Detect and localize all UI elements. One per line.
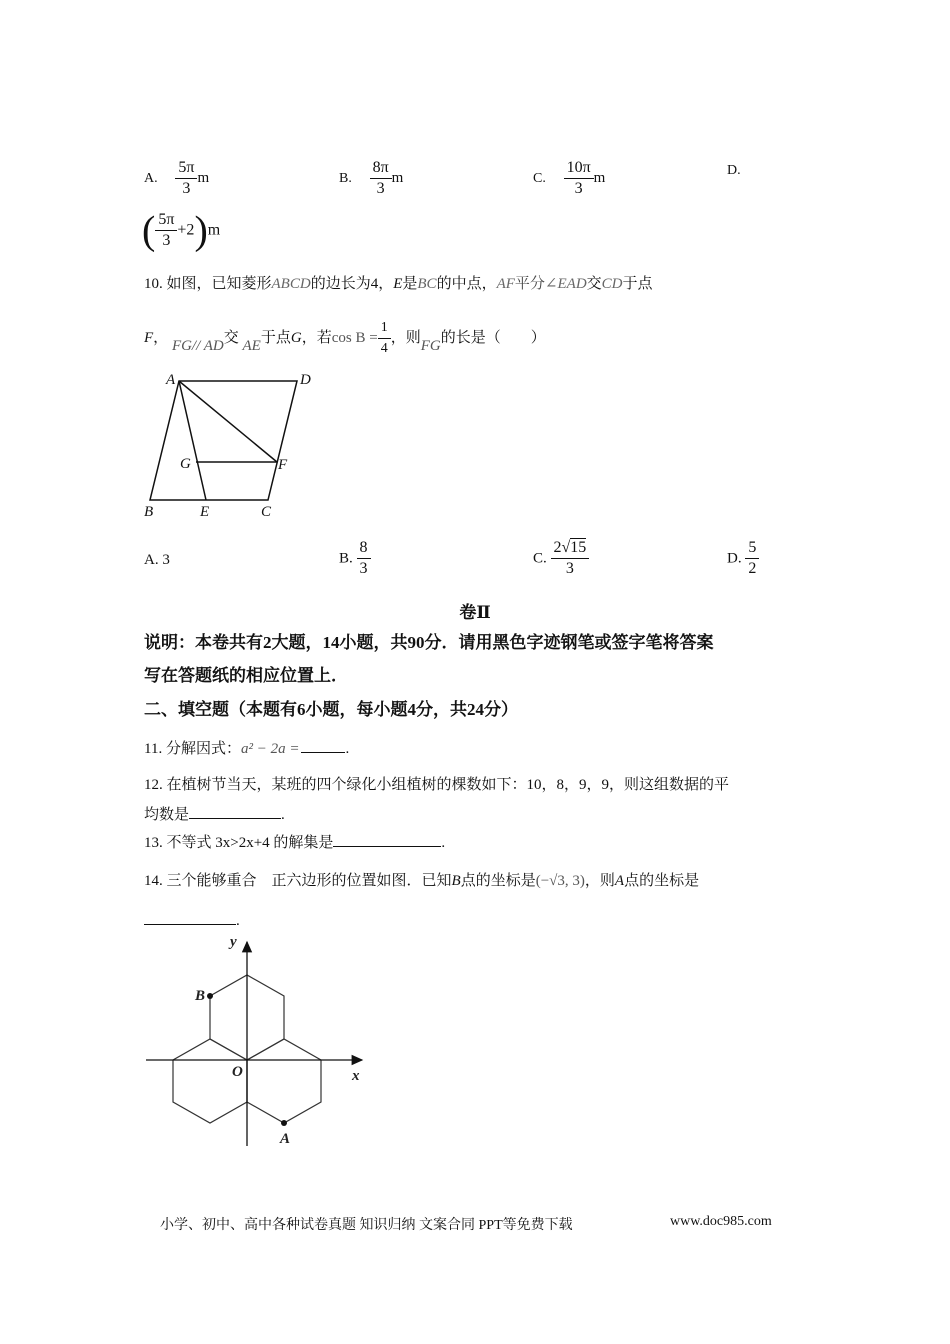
answer-blank[interactable] <box>189 804 281 819</box>
math: cos B = <box>331 329 378 346</box>
rhombus-abcd <box>150 381 297 500</box>
sqrt-sign: √ <box>561 539 571 556</box>
fraction <box>155 210 177 251</box>
q9-option-b <box>339 158 403 199</box>
unit: m <box>391 169 404 186</box>
text: 于点 <box>260 329 291 346</box>
denominator: 3 <box>182 180 191 197</box>
part2-note-line2: 写在答题纸的相应位置上． <box>144 666 348 685</box>
q10-option-b <box>339 538 371 579</box>
math: E <box>393 276 403 292</box>
label-d: D <box>300 372 311 388</box>
text: 14. 三个能够重合 正六边形的位置如图．已知 <box>144 873 452 889</box>
label-c: C <box>261 504 272 520</box>
text: 的边长为4， <box>310 276 394 292</box>
q10-option-a <box>144 550 170 570</box>
math: a² − 2a = <box>240 741 300 757</box>
radicand: 15 <box>570 539 587 556</box>
rhombus-figure <box>138 366 318 522</box>
text: 均数是 <box>144 807 190 823</box>
unit: m <box>197 169 210 186</box>
q9-option-d-expression <box>142 207 221 253</box>
option-label: B. <box>339 550 353 567</box>
denominator: 4 <box>380 341 388 356</box>
answer-blank[interactable] <box>144 910 236 925</box>
answer-blank[interactable] <box>301 738 345 753</box>
math: FG// AD <box>171 337 224 354</box>
q10-line2 <box>144 318 546 362</box>
math: ABCD <box>271 276 311 292</box>
fraction <box>564 158 594 199</box>
text: 的长是（ ） <box>440 329 546 346</box>
footer-left: 小学、初中、高中各种试卷真题 知识归纳 文案合同 PPT等免费下载 <box>160 1218 573 1233</box>
text: ，则 <box>390 329 421 346</box>
label-o: O <box>232 1064 243 1080</box>
option-label: D. <box>727 550 742 567</box>
option-label: C. <box>533 170 546 186</box>
text: . <box>236 913 240 929</box>
denominator: 3 <box>565 560 574 577</box>
label-a: A <box>166 372 176 388</box>
math: FG <box>420 337 441 354</box>
numerator: 5π <box>155 210 177 231</box>
q9-option-a <box>144 158 209 199</box>
q14-line1 <box>144 871 699 891</box>
math: F <box>144 329 154 346</box>
numerator: 8 <box>357 538 371 559</box>
text: 的中点， <box>436 276 497 292</box>
denominator: 3 <box>376 180 385 197</box>
label-f: F <box>278 457 288 473</box>
part2-title: 卷Ⅱ <box>459 603 491 622</box>
numerator: 1 <box>378 318 391 339</box>
q11 <box>144 738 349 759</box>
math: A <box>614 873 625 889</box>
label-y: y <box>230 934 237 950</box>
text: 于点 <box>622 276 653 292</box>
text: . <box>345 741 350 757</box>
q12-line2 <box>144 804 285 825</box>
fraction <box>745 538 759 579</box>
text: 平分 <box>514 276 545 292</box>
fraction <box>551 538 590 579</box>
numerator: 10π <box>564 158 594 179</box>
part2-note-line1: 说明：本卷共有2大题，14小题，共90分．请用黑色字迹钢笔或签字笔将答案 <box>144 633 714 652</box>
footer-url[interactable]: www.doc985.com <box>670 1214 772 1229</box>
denominator: 2 <box>748 560 757 577</box>
option-label: B. <box>339 170 352 186</box>
q13 <box>144 832 445 853</box>
segment-ae <box>179 381 206 500</box>
unit: m <box>593 169 606 186</box>
q9-option-c <box>533 158 605 199</box>
math: (−√3, 3) <box>535 873 585 889</box>
q9-option-d <box>727 160 741 181</box>
text: 点的坐标是 <box>624 873 700 889</box>
q10-option-c <box>533 538 589 579</box>
label-b: B <box>144 504 154 520</box>
fraction <box>357 538 371 579</box>
text: 交 <box>223 329 239 346</box>
unit: m <box>207 221 221 239</box>
math: ∠EAD <box>544 276 587 292</box>
option-value: 3 <box>162 552 170 568</box>
section-heading: 二、填空题（本题有6小题，每小题4分，共24分） <box>144 700 518 719</box>
math: AF <box>496 276 515 292</box>
point-a <box>281 1120 287 1126</box>
text: 11. 分解因式： <box>144 741 241 757</box>
math: AE <box>242 337 261 354</box>
q10-option-d <box>727 538 759 579</box>
option-label: A. <box>144 552 159 568</box>
option-label: D. <box>727 163 741 178</box>
coefficient: 2 <box>553 539 562 556</box>
q10-line1 <box>144 274 653 294</box>
numerator: 8π <box>370 158 392 179</box>
label-g: G <box>180 456 191 472</box>
plus-term: +2 <box>177 221 195 239</box>
numerator <box>551 538 590 559</box>
answer-blank[interactable] <box>333 832 441 847</box>
label-b: B <box>195 988 206 1004</box>
fraction <box>175 158 197 199</box>
denominator: 3 <box>359 560 368 577</box>
text: 13. 不等式 3x>2x+4 的解集是 <box>144 835 334 851</box>
text: ， <box>153 329 169 346</box>
text: ，若 <box>301 329 332 346</box>
text: ，则 <box>584 873 615 889</box>
math: BC <box>417 276 437 292</box>
text: 10. 如图，已知菱形 <box>144 276 272 292</box>
q12-line1: 12. 在植树节当天，某班的四个绿化小组植树的棵数如下：10，8，9，9，则这组数据的平 <box>144 777 730 793</box>
point-b <box>207 993 213 999</box>
numerator: 5 <box>745 538 759 559</box>
option-label: C. <box>533 550 547 567</box>
label-a: A <box>280 1131 291 1147</box>
denominator: 3 <box>574 180 583 197</box>
label-e: E <box>200 504 210 520</box>
paren-right: ) <box>194 207 208 253</box>
denominator: 3 <box>162 232 171 249</box>
hexagon-left <box>173 1039 247 1123</box>
math: CD <box>601 276 623 292</box>
paren-left: ( <box>142 207 156 253</box>
math: G <box>290 329 302 346</box>
text: . <box>281 807 285 823</box>
hexagon-figure <box>140 930 380 1150</box>
q14-line2 <box>144 910 240 931</box>
fraction <box>370 158 392 199</box>
text: 点的坐标是 <box>460 873 536 889</box>
fraction <box>378 318 391 359</box>
text: . <box>441 835 446 851</box>
label-x: x <box>352 1068 360 1084</box>
option-label: A. <box>144 170 158 186</box>
numerator: 5π <box>175 158 197 179</box>
text: 交 <box>586 276 602 292</box>
segment-af <box>179 381 277 462</box>
hexagon-right <box>247 1039 321 1123</box>
text: 是 <box>402 276 418 292</box>
math: B <box>451 873 461 889</box>
